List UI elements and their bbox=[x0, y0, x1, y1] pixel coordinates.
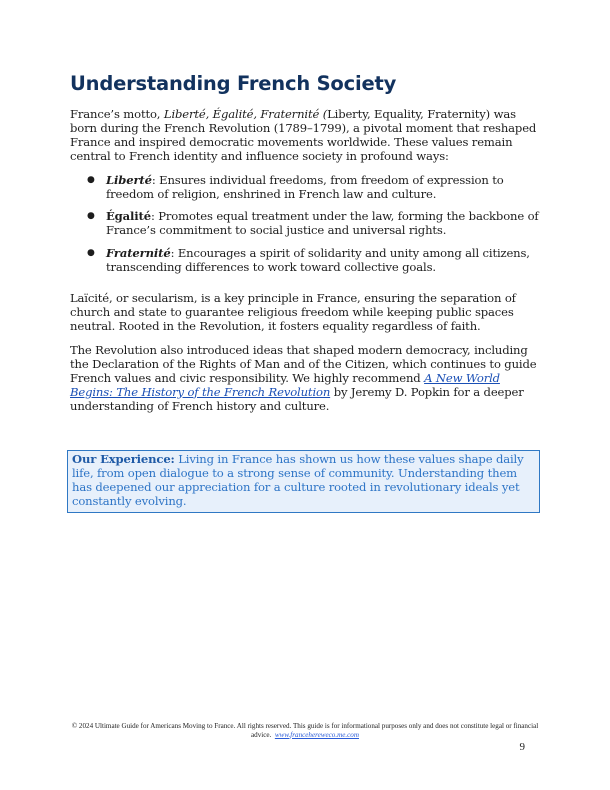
intro-text-rest: Liberty, Equality, Fraternity) was born during the French Revolution (1789–1799), a pivotal moment that reshaped France and inspired democratic movements worldwide. These values remain central to French identity and influence society in profound ways: bbox=[70, 107, 537, 163]
value-description: : Ensures individual freedoms, from freedom of expression to freedom of religion, enshrined in French law and culture. bbox=[106, 173, 504, 201]
value-term: Égalité bbox=[106, 209, 151, 224]
revolution-paragraph bbox=[70, 344, 542, 414]
footer-text: © 2024 Ultimate Guide for Americans Moving to France. All rights reserved. This guide is for informational purposes only and does not constitute legal or financial advice. bbox=[71, 722, 539, 739]
value-description: : Encourages a spirit of solidarity and unity among all citizens, transcending differences to work toward collective goals. bbox=[106, 245, 530, 274]
revolution-text: The Revolution also introduced ideas that shaped modern democracy, including the Declaration of the Rights of Man and of the Citizen, which continues to guide French values and civic responsibility. We highly recommend bbox=[70, 343, 537, 385]
value-description: : Promotes equal treatment under the law, forming the backbone of France’s commitment to social justice and universal rights. bbox=[106, 209, 539, 238]
values-list bbox=[70, 174, 542, 283]
page-title: Understanding French Society bbox=[70, 72, 397, 95]
list-item bbox=[70, 210, 542, 238]
intro-text-start: France’s motto, bbox=[70, 107, 164, 121]
value-term: Fraternité bbox=[106, 245, 171, 260]
page-footer bbox=[70, 722, 540, 739]
list-item bbox=[70, 247, 542, 275]
laicite-paragraph: Laïcité, or secularism, is a key principle in France, ensuring the separation of church and state to guarantee religious freedom while keeping public spaces neutral. Rooted in the Revolution, it fosters equality regardless of faith. bbox=[70, 291, 516, 333]
list-item bbox=[70, 174, 542, 202]
revolution-text-end: by Jeremy D. Popkin for a deeper understanding of French history and culture. bbox=[70, 384, 524, 413]
value-term: Liberté bbox=[106, 173, 152, 187]
callout-label: Our Experience: bbox=[72, 452, 175, 466]
book-link[interactable]: A New World Begins: The History of the French Revolution bbox=[70, 370, 500, 399]
callout-text: Living in France has shown us how these values shape daily life, from open dialogue to a strong sense of community. Understanding them has deepened our appreciation for a culture rooted in revolutionary ideals yet constantly evolving. bbox=[72, 452, 524, 508]
intro-paragraph bbox=[70, 108, 542, 164]
footer-website-link[interactable]: www.francehereweco.me.com bbox=[274, 730, 359, 739]
experience-callout bbox=[67, 450, 540, 513]
page-number: 9 bbox=[519, 741, 525, 753]
motto-text: Liberté, Égalité, Fraternité ( bbox=[163, 107, 328, 121]
